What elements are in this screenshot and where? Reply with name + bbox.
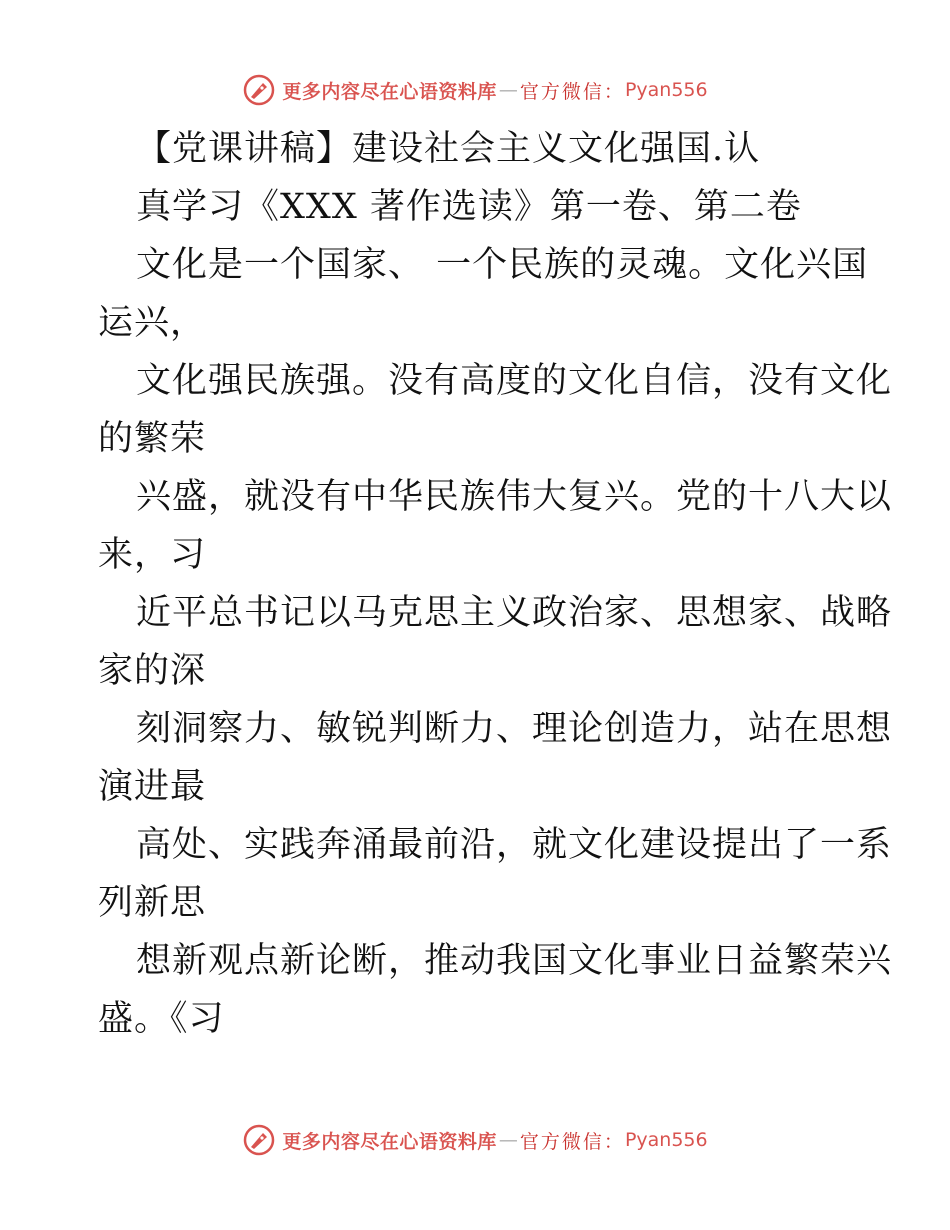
watermark-wechat-id: Pyan556 <box>624 1129 708 1151</box>
document-text-line: 演进最 <box>98 767 207 807</box>
document-text-line: 来，习 <box>98 535 207 575</box>
watermark-wechat-id: Pyan556 <box>624 79 708 101</box>
document-text-line: 真学习《XXX 著作选读》第一卷、第二卷 <box>136 187 802 227</box>
watermark-separator: — <box>498 79 518 101</box>
document-text-line: 兴盛，就没有中华民族伟大复兴。党的十八大以 <box>136 477 893 517</box>
document-text-line: 运兴， <box>98 303 207 343</box>
document-text-line: 近平总书记以马克思主义政治家、思想家、战略 <box>136 593 893 633</box>
document-text-line: 刻洞察力、敏锐判断力、理论创造力，站在思想 <box>136 709 893 749</box>
document-text-line: 文化是一个国家、 一个民族的灵魂。文化兴国 <box>136 245 869 285</box>
watermark-separator: — <box>498 1129 518 1151</box>
document-text-line: 列新思 <box>98 883 207 923</box>
footer-watermark <box>0 1120 950 1160</box>
watermark-official-label: 官方微信： <box>519 1130 625 1153</box>
document-text-line: 高处、实践奔涌最前沿，就文化建设提出了一系 <box>136 825 893 865</box>
document-text-line: 想新观点新论断，推动我国文化事业日益繁荣兴 <box>136 941 893 981</box>
pen-nib-circle-icon <box>242 1123 276 1157</box>
document-text-line: 的繁荣 <box>98 419 207 459</box>
document-text-line: 文化强民族强。没有高度的文化自信，没有文化 <box>136 361 893 401</box>
document-body <box>98 120 893 1048</box>
document-text-line: 家的深 <box>98 651 207 691</box>
watermark-official-label: 官方微信： <box>519 80 625 103</box>
watermark-brand-text: 更多内容尽在心语资料库 <box>282 80 497 103</box>
document-text-line: 【党课讲稿】建设社会主义文化强国.认 <box>136 129 761 169</box>
header-watermark <box>0 70 950 110</box>
watermark-brand-text: 更多内容尽在心语资料库 <box>282 1130 497 1153</box>
pen-nib-circle-icon <box>242 73 276 107</box>
document-text-line: 盛。《习 <box>98 999 225 1039</box>
